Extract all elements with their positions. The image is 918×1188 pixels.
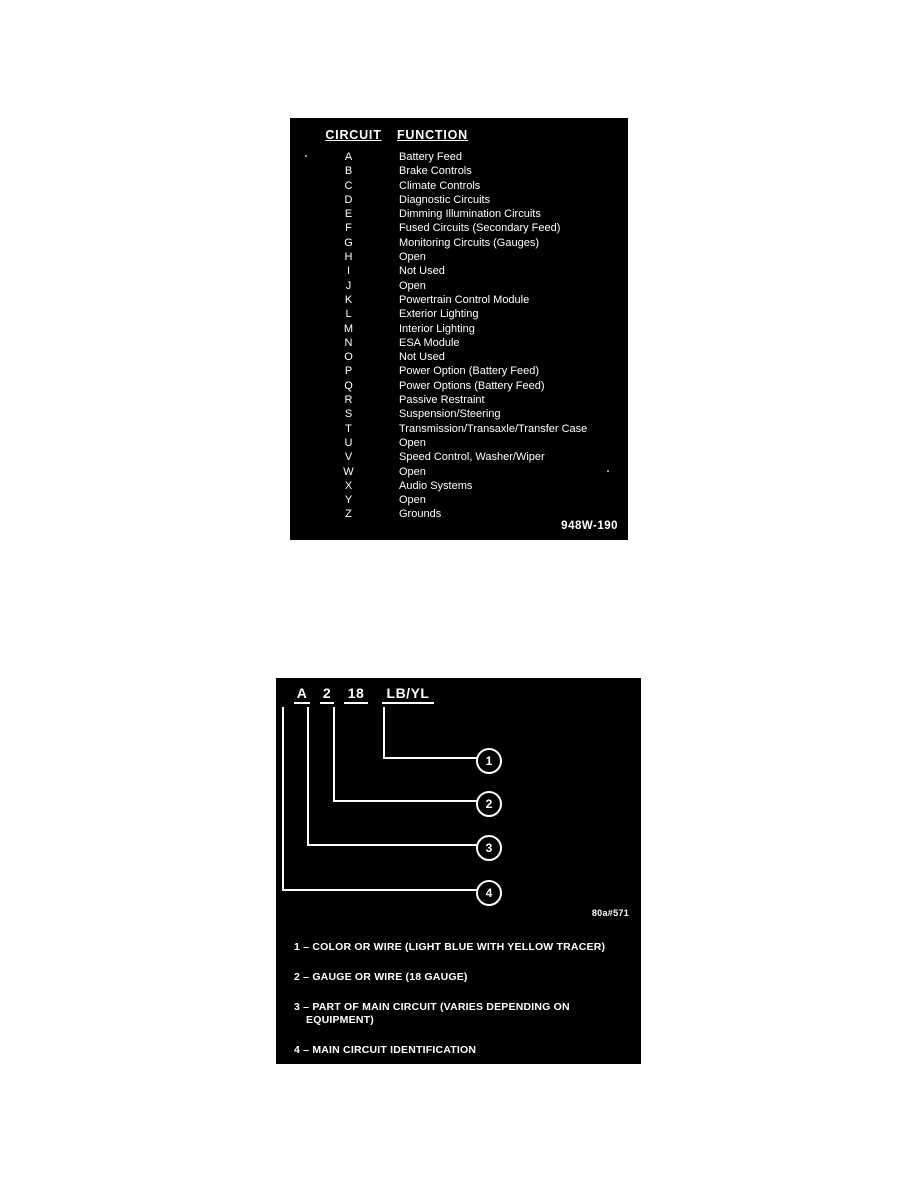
legend-text: 4 – MAIN CIRCUIT IDENTIFICATION [294,1044,477,1056]
circuit-letter: X [344,479,353,492]
circuit-function: Monitoring Circuits (Gauges) [399,236,539,249]
table-row [290,221,628,235]
circuit-letter: L [345,308,352,321]
circuit-function: Open [399,494,426,507]
circuit-function: Powertrain Control Module [399,293,530,306]
circuit-function: ESA Module [399,336,460,349]
circuit-function: Open [399,465,426,478]
circuit-letter: C [344,179,353,192]
circuit-letter: U [344,436,353,449]
table-row [290,307,628,321]
circuit-letter: R [344,394,353,407]
circuit-letter: K [344,293,353,306]
table-row [290,293,628,307]
code-segment-color: LB/YL [382,685,434,704]
callout-4: 4 [476,880,502,906]
table-row [290,350,628,364]
table-row [290,164,628,178]
circuit-letter: J [345,279,352,292]
circuit-function: Not Used [399,265,445,278]
circuit-letter: P [344,365,353,378]
table-row [290,250,628,264]
callout-2: 2 [476,791,502,817]
legend-item [294,971,624,984]
leader-line-4 [282,707,478,891]
table-row [290,407,628,421]
circuit-letter: I [346,265,351,278]
circuit-letter: Z [345,508,352,521]
circuit-function: Power Options (Battery Feed) [399,379,545,392]
table-row [290,436,628,450]
circuit-function: Transmission/Transaxle/Transfer Case [399,422,588,435]
table-row [290,207,628,221]
figure-code: 80a#571 [591,908,629,918]
circuit-function: Suspension/Steering [399,408,501,421]
wire-code-figure [276,678,641,1064]
circuit-letter: O [344,351,353,364]
circuit-function: Fused Circuits (Secondary Feed) [399,222,561,235]
callout-3: 3 [476,835,502,861]
table-row [290,322,628,336]
code-segment-main-circuit: A [294,685,310,704]
column-header-function: FUNCTION [397,128,468,142]
circuit-function: Open [399,251,426,264]
legend-text-continuation: EQUIPMENT) [306,1014,374,1026]
circuit-letter: H [344,251,353,264]
circuit-function: Open [399,436,426,449]
circuit-letter: N [344,336,353,349]
circuit-letter: W [343,465,354,478]
table-row [290,493,628,507]
legend-text: 1 – COLOR OR WIRE (LIGHT BLUE WITH YELLOW TRACER) [294,941,606,953]
table-row [290,279,628,293]
table-row [290,379,628,393]
circuit-function: Exterior Lighting [399,308,479,321]
circuit-letter: Q [344,379,353,392]
wire-code-string [294,685,474,707]
circuit-letter: T [345,422,352,435]
callout-1: 1 [476,748,502,774]
table-header-row [290,118,628,142]
legend-text: 2 – GAUGE OR WIRE (18 GAUGE) [294,971,468,983]
circuit-table-body [290,150,628,522]
circuit-function: Battery Feed [399,151,462,163]
circuit-function: Audio Systems [399,479,473,492]
circuit-function: Dimming Illumination Circuits [399,208,541,221]
circuit-function: Not Used [399,351,445,364]
circuit-letter: Y [344,494,353,507]
circuit-letter: D [344,193,353,206]
circuit-letter: B [344,165,353,178]
circuit-function: Brake Controls [399,165,472,178]
circuit-function: Grounds [399,508,442,521]
table-row [290,193,628,207]
circuit-letter: A [344,151,353,163]
circuit-function-figure [290,118,628,540]
circuit-letter: S [344,408,353,421]
scan-artifact [607,470,609,472]
legend-item [294,1044,624,1057]
legend-text: 3 – PART OF MAIN CIRCUIT (VARIES DEPENDING ON [294,1001,570,1013]
figure-legend [294,941,624,1074]
table-row [290,393,628,407]
circuit-letter: M [343,322,354,335]
table-row [290,364,628,378]
circuit-function: Open [399,279,426,292]
table-row [290,179,628,193]
legend-item [294,1001,624,1027]
circuit-function: Power Option (Battery Feed) [399,365,540,378]
circuit-function: Diagnostic Circuits [399,193,491,206]
table-row [290,264,628,278]
column-header-circuit: CIRCUIT [325,128,382,142]
circuit-function: Interior Lighting [399,322,475,335]
code-segment-gauge: 18 [344,685,368,704]
circuit-letter: G [344,236,353,249]
figure-code: 948W-190 [561,520,618,532]
circuit-letter: E [344,208,353,221]
circuit-function: Passive Restraint [399,394,485,407]
table-row [290,479,628,493]
code-segment-circuit-part: 2 [320,685,334,704]
table-row [290,422,628,436]
circuit-letter: F [345,222,352,235]
table-row [290,336,628,350]
circuit-function: Speed Control, Washer/Wiper [399,451,545,464]
table-row [290,450,628,464]
circuit-function: Climate Controls [399,179,481,192]
table-row [290,236,628,250]
scan-artifact [305,155,307,157]
legend-item [294,941,624,954]
circuit-letter: V [344,451,353,464]
table-row [290,465,628,479]
table-row [290,150,628,164]
